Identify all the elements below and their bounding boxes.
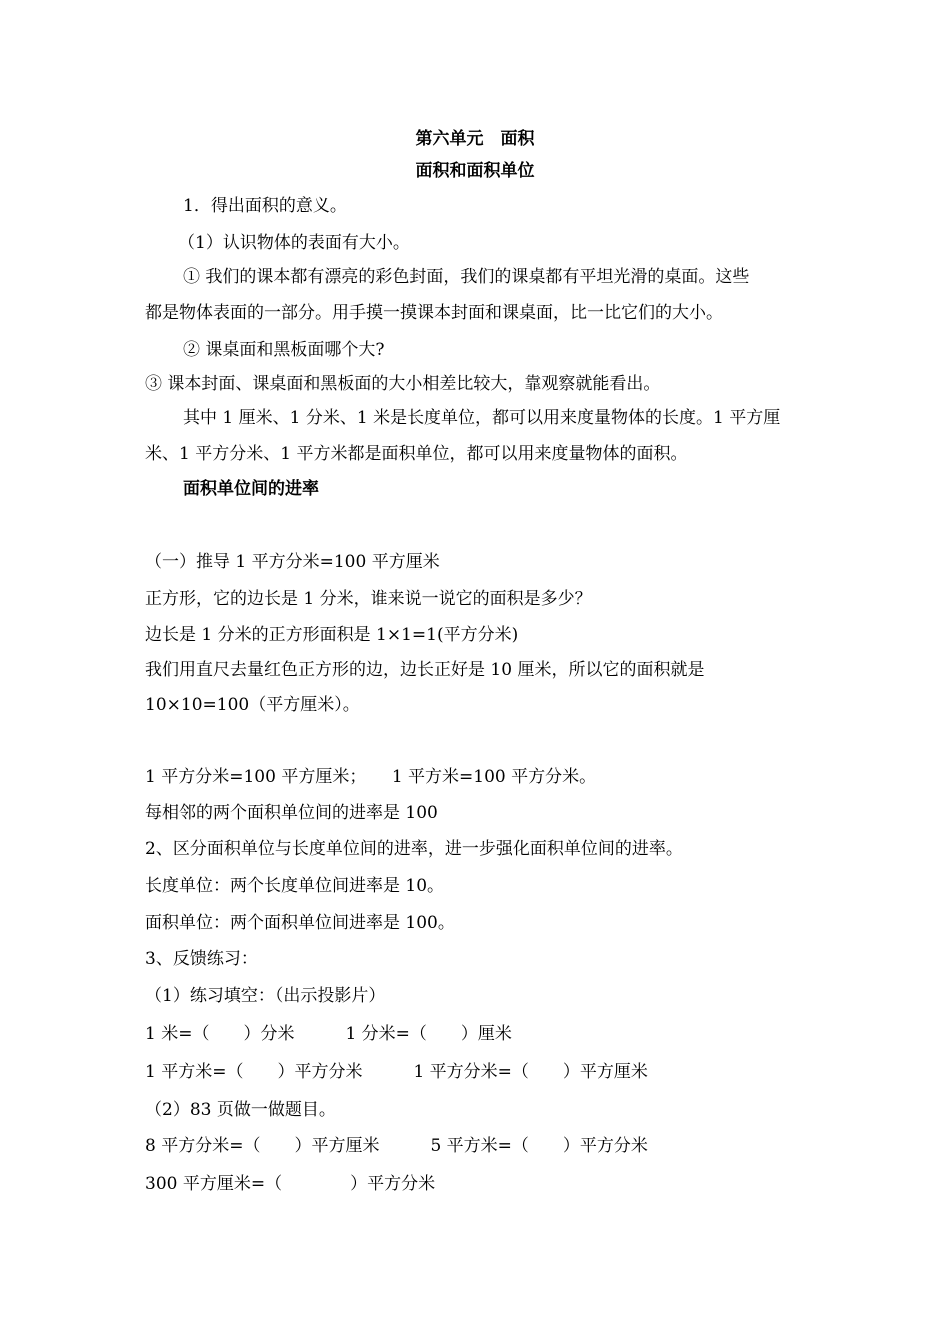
paragraph-line: 3、反馈练习： — [145, 949, 258, 969]
paragraph-line: 都是物体表面的一部分。用手摸一摸课本封面和课桌面，比一比它们的大小。 — [145, 303, 723, 323]
section-heading: 面积单位间的进率 — [183, 479, 319, 499]
exercise-line: 1 米=（ ）分米 1 分米=（ ）厘米 — [145, 1024, 512, 1044]
paragraph-line: 1．得出面积的意义。 — [183, 196, 347, 216]
paragraph-line: （1）认识物体的表面有大小。 — [178, 233, 410, 253]
paragraph-line: （一）推导 1 平方分米=100 平方厘米 — [145, 552, 440, 572]
paragraph-line: ③ 课本封面、课桌面和黑板面的大小相差比较大，靠观察就能看出。 — [145, 374, 661, 394]
page-title: 第六单元 面积 — [415, 129, 535, 149]
paragraph-line: 其中 1 厘米、1 分米、1 米是长度单位，都可以用来度量物体的长度。1 平方厘 — [183, 408, 781, 428]
paragraph-line: 边长是 1 分米的正方形面积是 1×1=1(平方分米) — [145, 625, 519, 645]
paragraph-line: （1）练习填空：（出示投影片） — [145, 986, 386, 1006]
paragraph-line: 正方形，它的边长是 1 分米，谁来说一说它的面积是多少？ — [145, 589, 592, 609]
paragraph-line: 10×10=100（平方厘米）。 — [145, 695, 360, 715]
page-subtitle: 面积和面积单位 — [415, 161, 535, 181]
paragraph-line: 长度单位：两个长度单位间进率是 10。 — [145, 876, 445, 896]
exercise-line: 8 平方分米=（ ）平方厘米 5 平方米=（ ）平方分米 — [145, 1136, 648, 1156]
paragraph-line: （2）83 页做一做题目。 — [145, 1100, 336, 1120]
paragraph-line: 每相邻的两个面积单位间的进率是 100 — [145, 803, 438, 823]
paragraph-line: 2、区分面积单位与长度单位间的进率，进一步强化面积单位间的进率。 — [145, 839, 683, 859]
exercise-line: 300 平方厘米=（ ）平方分米 — [145, 1174, 436, 1194]
paragraph-line: 我们用直尺去量红色正方形的边，边长正好是 10 厘米，所以它的面积就是 — [145, 660, 705, 680]
paragraph-line: 面积单位：两个面积单位间进率是 100。 — [145, 913, 455, 933]
paragraph-line: ① 我们的课本都有漂亮的彩色封面，我们的课桌都有平坦光滑的桌面。这些 — [183, 267, 750, 287]
paragraph-line: 1 平方分米=100 平方厘米； 1 平方米=100 平方分米。 — [145, 767, 597, 787]
paragraph-line: ② 课桌面和黑板面哪个大? — [183, 340, 385, 360]
paragraph-line: 米、1 平方分米、1 平方米都是面积单位，都可以用来度量物体的面积。 — [145, 444, 688, 464]
exercise-line: 1 平方米=（ ）平方分米 1 平方分米=（ ）平方厘米 — [145, 1062, 648, 1082]
